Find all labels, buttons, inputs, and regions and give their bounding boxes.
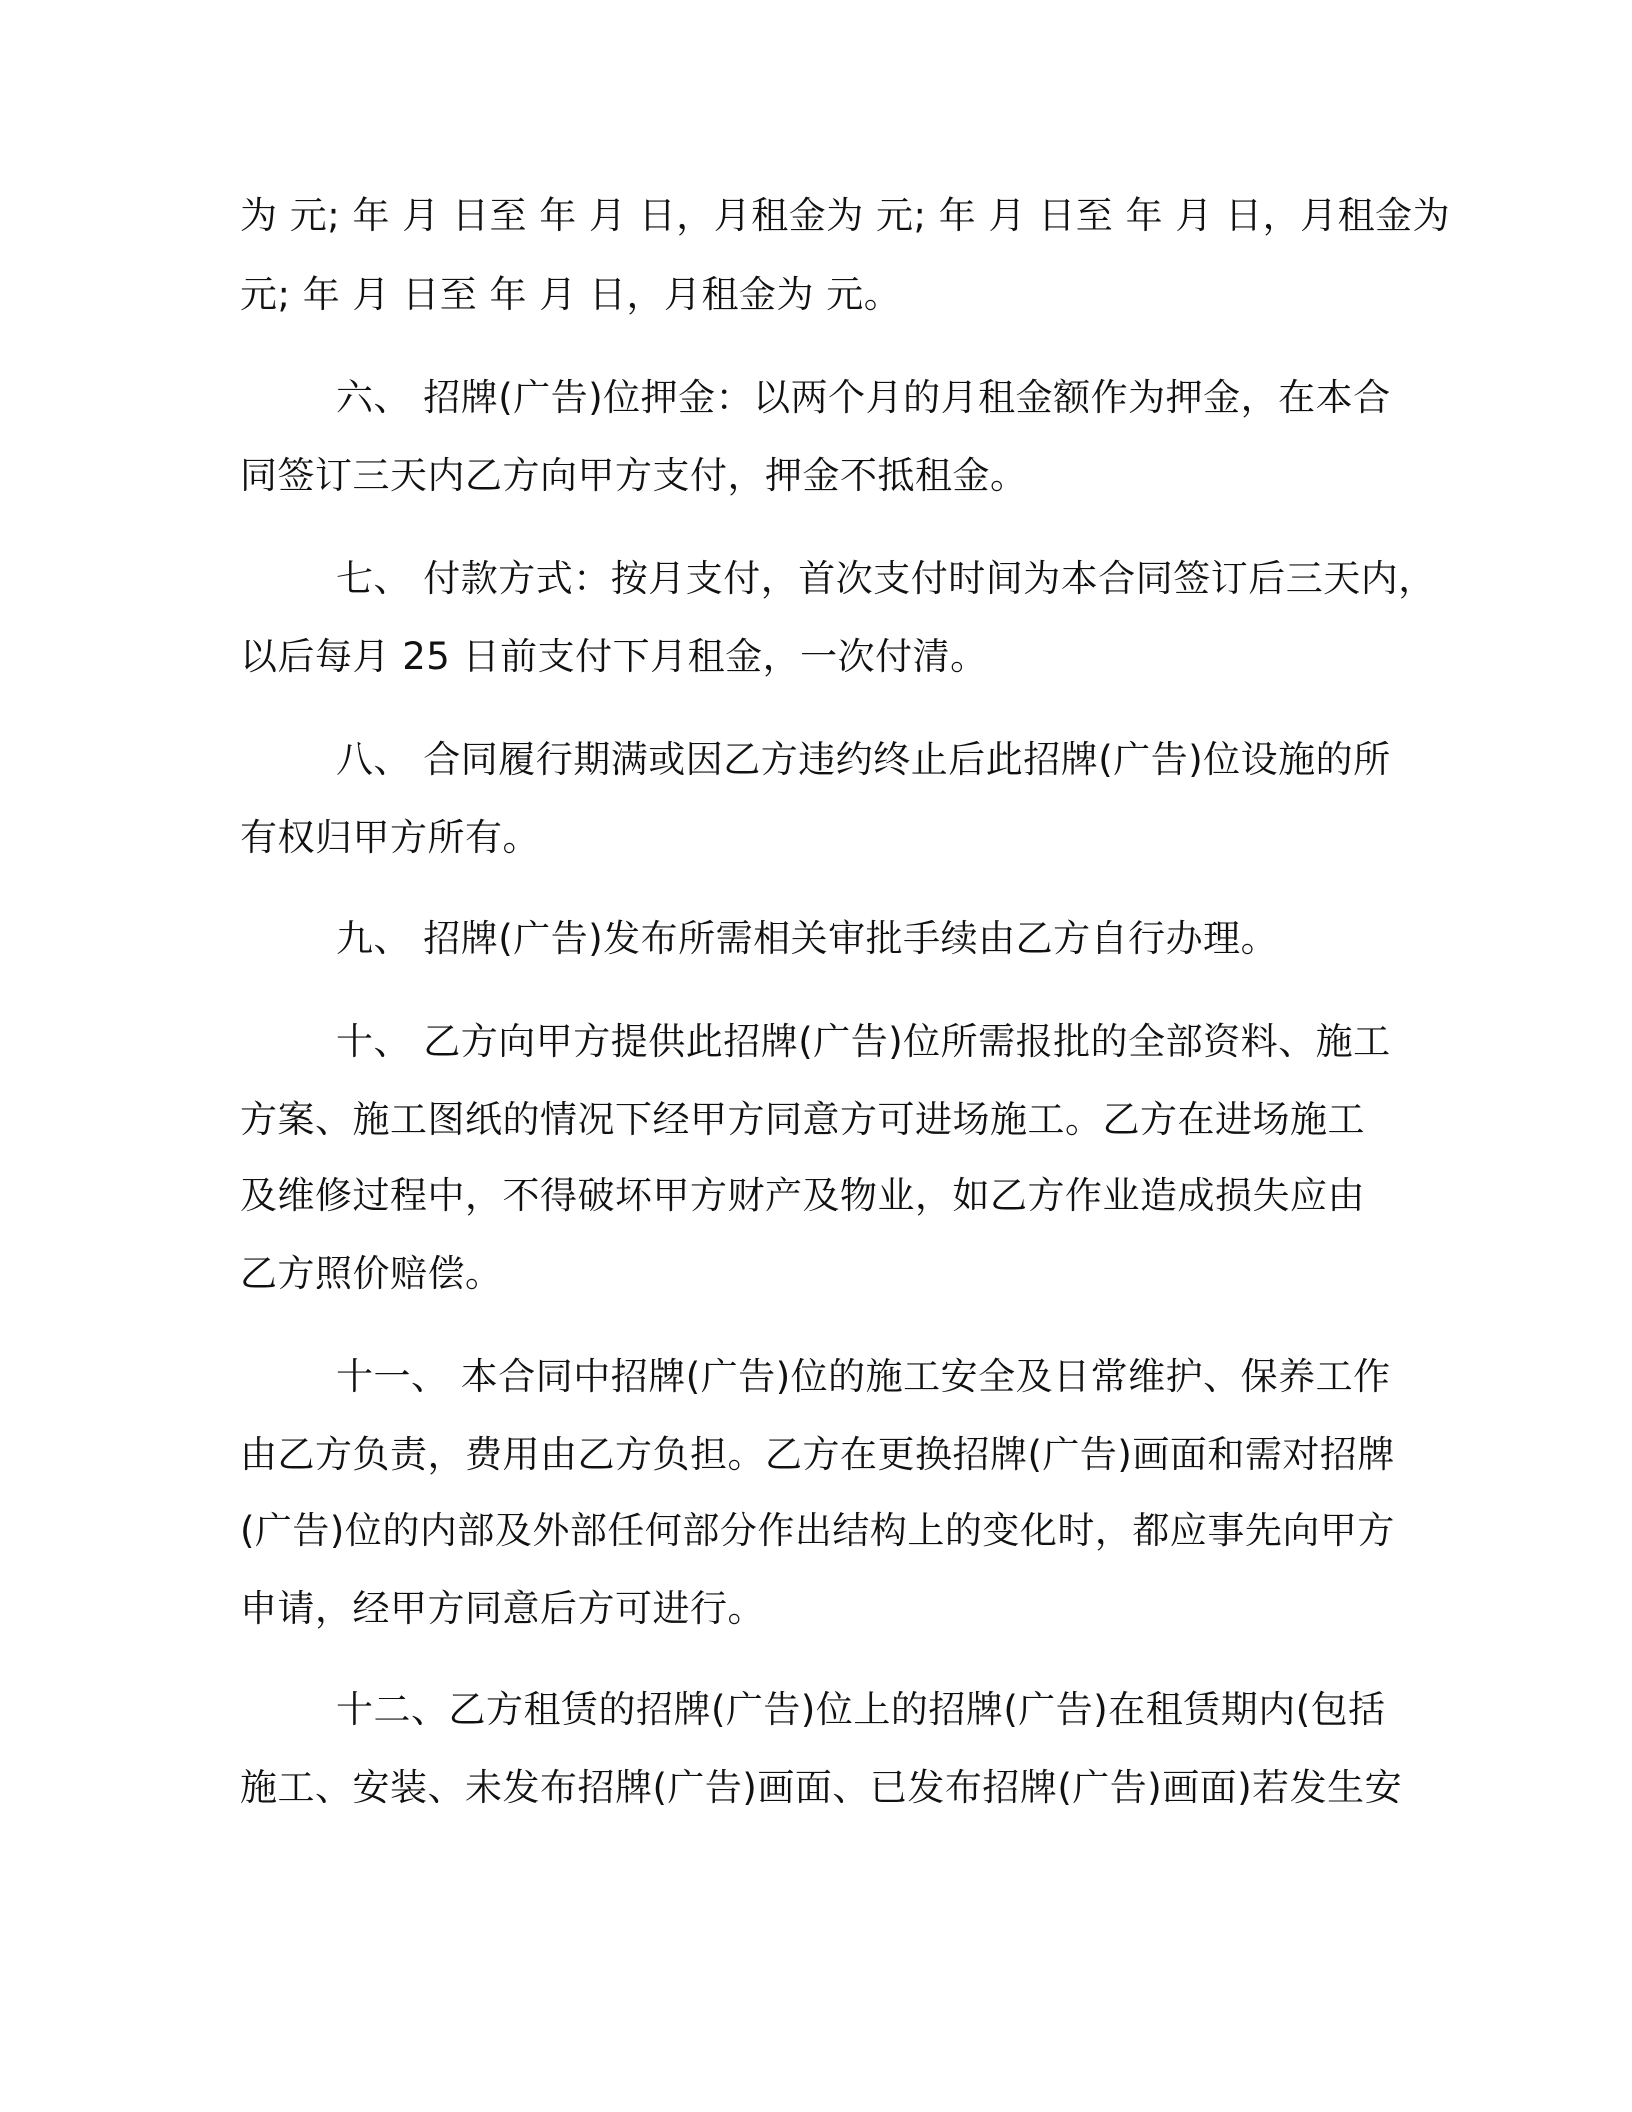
clause-nine-heading: 九、 招牌(广告)发布所需相关审批手续由乙方自行办理。 <box>336 917 1279 960</box>
text-line: 同签订三天内乙方向甲方支付，押金不抵租金。 <box>240 454 1028 497</box>
clause-twelve-heading: 十二、乙方租赁的招牌(广告)位上的招牌(广告)在租赁期内(包括 <box>336 1688 1386 1731</box>
clause-seven-heading: 七、 付款方式：按月支付，首次支付时间为本合同签订后三天内， <box>336 557 1436 600</box>
text-line: 方案、施工图纸的情况下经甲方同意方可进场施工。乙方在进场施工 <box>240 1098 1365 1141</box>
clause-six-heading: 六、 招牌(广告)位押金：以两个月的月租金额作为押金，在本合 <box>336 376 1391 419</box>
text-line: 有权归甲方所有。 <box>240 816 540 859</box>
clause-ten-heading: 十、 乙方向甲方提供此招牌(广告)位所需报批的全部资料、施工 <box>336 1020 1391 1063</box>
text-line: 元; 年 月 日至 年 月 日，月租金为 元。 <box>240 273 902 316</box>
clause-eight-heading: 八、 合同履行期满或因乙方违约终止后此招牌(广告)位设施的所 <box>336 738 1391 781</box>
clause-eleven-heading: 十一、 本合同中招牌(广告)位的施工安全及日常维护、保养工作 <box>336 1355 1391 1398</box>
text-line: (广告)位的内部及外部任何部分作出结构上的变化时，都应事先向甲方 <box>240 1509 1395 1552</box>
text-line: 以后每月 25 日前支付下月租金，一次付清。 <box>240 635 988 678</box>
text-line: 施工、安装、未发布招牌(广告)画面、已发布招牌(广告)画面)若发生安 <box>240 1766 1403 1809</box>
text-line: 为 元; 年 月 日至 年 月 日，月租金为 元; 年 月 日至 年 月 日，月租金为 <box>240 194 1451 237</box>
text-line: 申请，经甲方同意后方可进行。 <box>240 1587 765 1630</box>
text-line: 乙方照价赔偿。 <box>240 1252 503 1295</box>
text-line: 由乙方负责，费用由乙方负担。乙方在更换招牌(广告)画面和需对招牌 <box>240 1433 1395 1476</box>
text-line: 及维修过程中，不得破坏甲方财产及物业，如乙方作业造成损失应由 <box>240 1174 1365 1217</box>
